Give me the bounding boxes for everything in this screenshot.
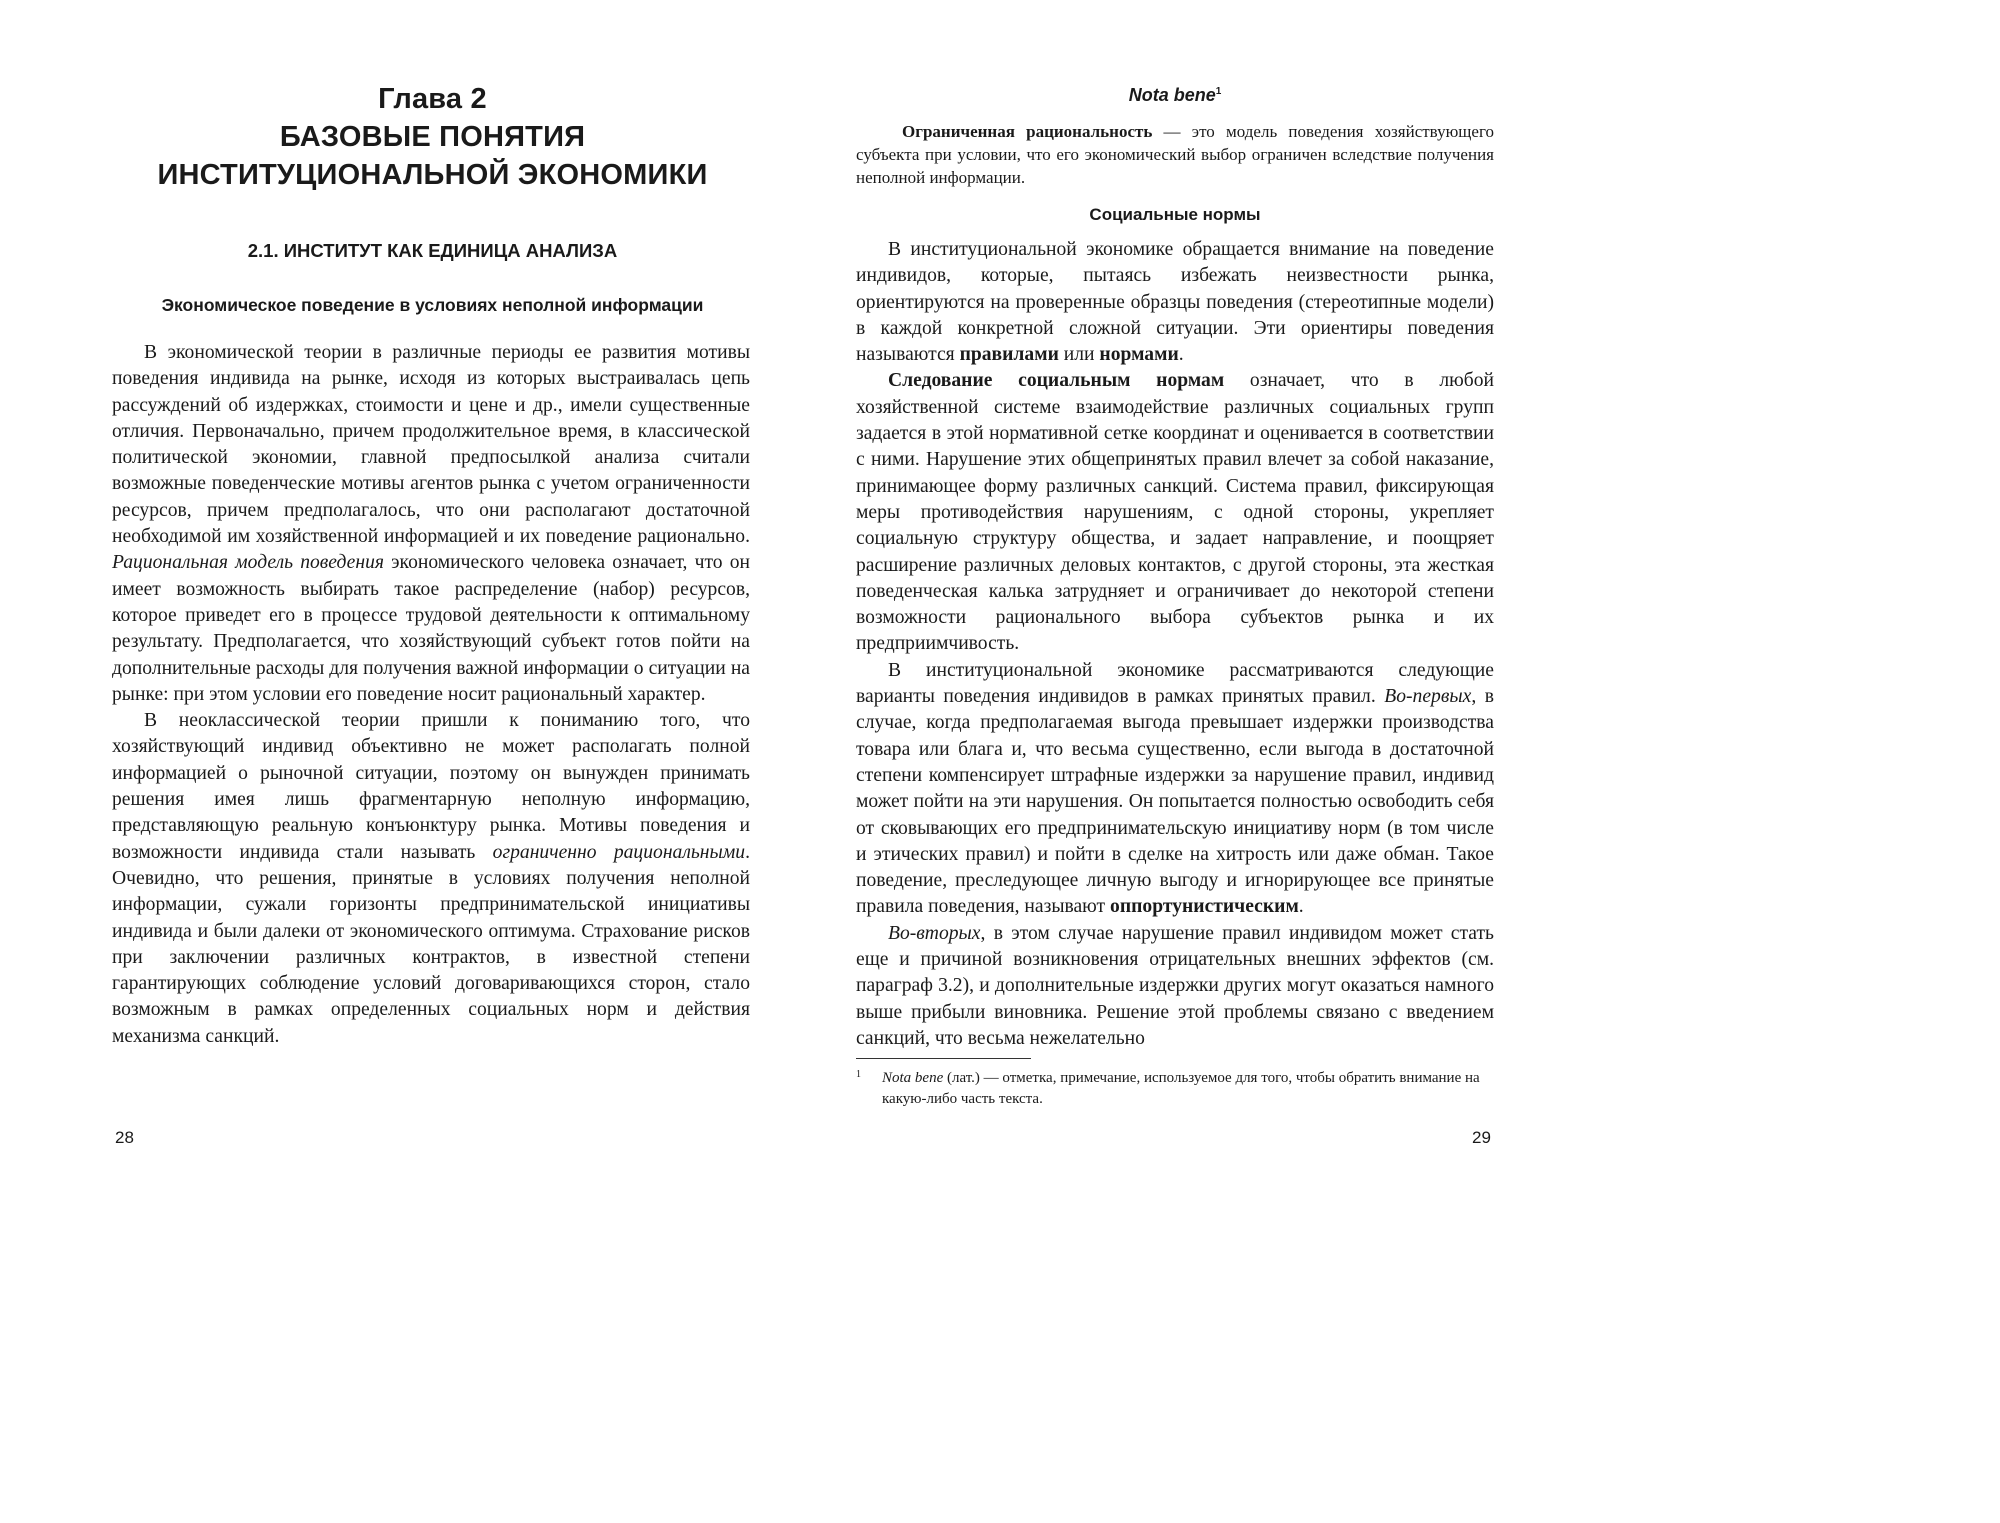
italic-term: Рациональная модель поведения [112, 552, 384, 574]
left-body-text [112, 340, 750, 1050]
text-run: . Очевидно, что решения, принятые в условиях получения неполной информации, сужали горизонты предпринимательской инициативы индивида и были далеки от экономического оптимума. Страхование рисков при заключении различных контрактов, в известной степени гарантирующих соблюдение условий договаривающихся сторон, стало возможным в рамках определенных социальных норм и действия механизма санкций. [112, 841, 750, 1047]
text-run: , в этом случае нарушение правил индивидом может стать еще и причиной возникновения отрицательных внешних эффектов (см. параграф 3.2), и дополнительные издержки других могут оказаться намного выше прибыли виновника. Решение этой проблемы связано с введением санкций, что весьма нежелательно [856, 922, 1494, 1049]
paragraph [856, 921, 1494, 1052]
nota-bene-text [856, 120, 1494, 189]
footnote [856, 1068, 1494, 1110]
chapter-label: Глава 2 [378, 83, 487, 115]
bold-term: Следование социальным нормам [888, 370, 1225, 392]
subsection-title: Экономическое поведение в условиях неполной информации [161, 295, 704, 315]
text-run: . [1178, 344, 1184, 366]
text-run: В экономической теории в различные периоды ее развития мотивы поведения индивида на рынке, исходя из которых выстраивалась цепь рассуждений об издержках, стоимости и цене и др., имели существенные отличия. Первоначально, причем продолжительное время, в классической политической экономии, главной предпосылкой анализа считали возможные поведенческие мотивы агентов рынка с учетом ограниченности ресурсов, причем предполагалось, что они располагают достаточной необходимой им хозяйственной информацией и их поведение рационально. [112, 342, 750, 548]
italic-term: ограниченно рациональными [492, 841, 746, 863]
bold-term: оппортунистическим [1110, 896, 1299, 918]
nota-bene-title [856, 85, 1494, 106]
paragraph [856, 237, 1494, 368]
paragraph [112, 340, 750, 708]
chapter-title-line1: БАЗОВЫЕ ПОНЯТИЯ [279, 121, 586, 153]
paragraph [856, 658, 1494, 921]
page-number: 28 [115, 1128, 134, 1147]
chapter-title-line2: ИНСТИТУЦИОНАЛЬНОЙ ЭКОНОМИКИ [157, 159, 708, 191]
footnote-divider [856, 1058, 1031, 1059]
italic-term: Nota bene [882, 1070, 944, 1086]
text-run: . [1298, 896, 1304, 918]
section-title: 2.1. ИНСТИТУТ КАК ЕДИНИЦА АНАЛИЗА [247, 240, 618, 261]
text-run: , в случае, когда предполагаемая выгода превышает издержки производства товара или блага и, что весьма существенно, если выгода в достаточной степени компенсирует штрафные издержки за нарушение правил, индивид может пойти на эти нарушения. Он попытается полностью освободить себя от сковывающих его предпринимательскую инициативу норм (в том числе и этических правил) и пойти в сделке на хитрость или даже обман. Такое поведение, преследующее личную выгоду и игнорирующее все принятые правила поведения, называют [856, 686, 1494, 918]
page-number: 29 [1472, 1128, 1491, 1147]
right-body-text [856, 237, 1494, 1052]
text-run: (лат.) — отметка, примечание, используемое для того, чтобы обратить внимание на какую-либо часть текста. [882, 1070, 1480, 1107]
text-run: или [1058, 344, 1100, 366]
paragraph [856, 368, 1494, 657]
text-run: В неоклассической теории пришли к пониманию того, что хозяйствующий индивид объективно не может располагать полной информацией о рыночной ситуации, поэтому он вынужден принимать решения имея лишь фрагментарную неполную информацию, представляющую реальную конъюнктуру рынка. Мотивы поведения и возможности индивида стали называть [112, 710, 750, 863]
italic-term: Во-вторых [888, 922, 981, 944]
footnote-ref: 1 [1215, 86, 1222, 97]
chapter-heading [100, 80, 765, 194]
social-norms-title: Социальные нормы [1089, 205, 1261, 224]
paragraph [112, 708, 750, 1050]
bold-term: нормами [1099, 344, 1179, 366]
italic-term: Во-первых [1384, 686, 1472, 708]
footnote-mark: 1 [856, 1069, 861, 1080]
nota-bene-label: Nota bene [1128, 85, 1216, 105]
text-run: означает, что в любой хозяйственной системе взаимодействие различных социальных групп задается в этой нормативной сетке координат и оценивается в соответствии с ними. Нарушение этих общепринятых правил влечет за собой наказание, принимающее форму различных санкций. Система правил, фиксирующая меры противодействия нарушениям, с одной стороны, укрепляет социальную структуру общества, и задает направление, и поощряет расширение различных деловых контактов, с другой стороны, эта жесткая поведенческая калька затрудняет и ограничивает до некоторой степени возможности рационального выбора субъектов рынка и их предприимчивость. [856, 370, 1494, 655]
nota-bene-box [856, 120, 1494, 189]
text-run: В институциональной экономике рассматриваются следующие варианты поведения индивидов в рамках принятых правил. [856, 659, 1494, 708]
text-run: В институциональной экономике обращается внимание на поведение индивидов, которые, пытаясь избежать неизвестности рынка, ориентируются на проверенные образцы поведения (стереотипные модели) в каждой конкретной сложной ситуации. Эти ориентиры поведения называются [856, 239, 1494, 366]
text-run: — это модель поведения хозяйствующего субъекта при условии, что его экономический выбор ограничен вследствие получения неполной информации. [856, 122, 1494, 187]
bold-term: правилами [959, 344, 1059, 366]
left-page [0, 0, 780, 1190]
bold-term: Ограниченная рациональность [902, 122, 1153, 141]
footnote-text [882, 1068, 1482, 1110]
text-run: экономического человека означает, что он имеет возможность выбирать такое распределение (набор) ресурсов, которое приведет его в процессе трудовой деятельности к оптимальному результату. Предполагается, что хозяйствующий субъект готов пойти на дополнительные расходы для получения важной информации о ситуации на рынке: при этом условии его поведение носит рациональный характер. [112, 552, 750, 705]
